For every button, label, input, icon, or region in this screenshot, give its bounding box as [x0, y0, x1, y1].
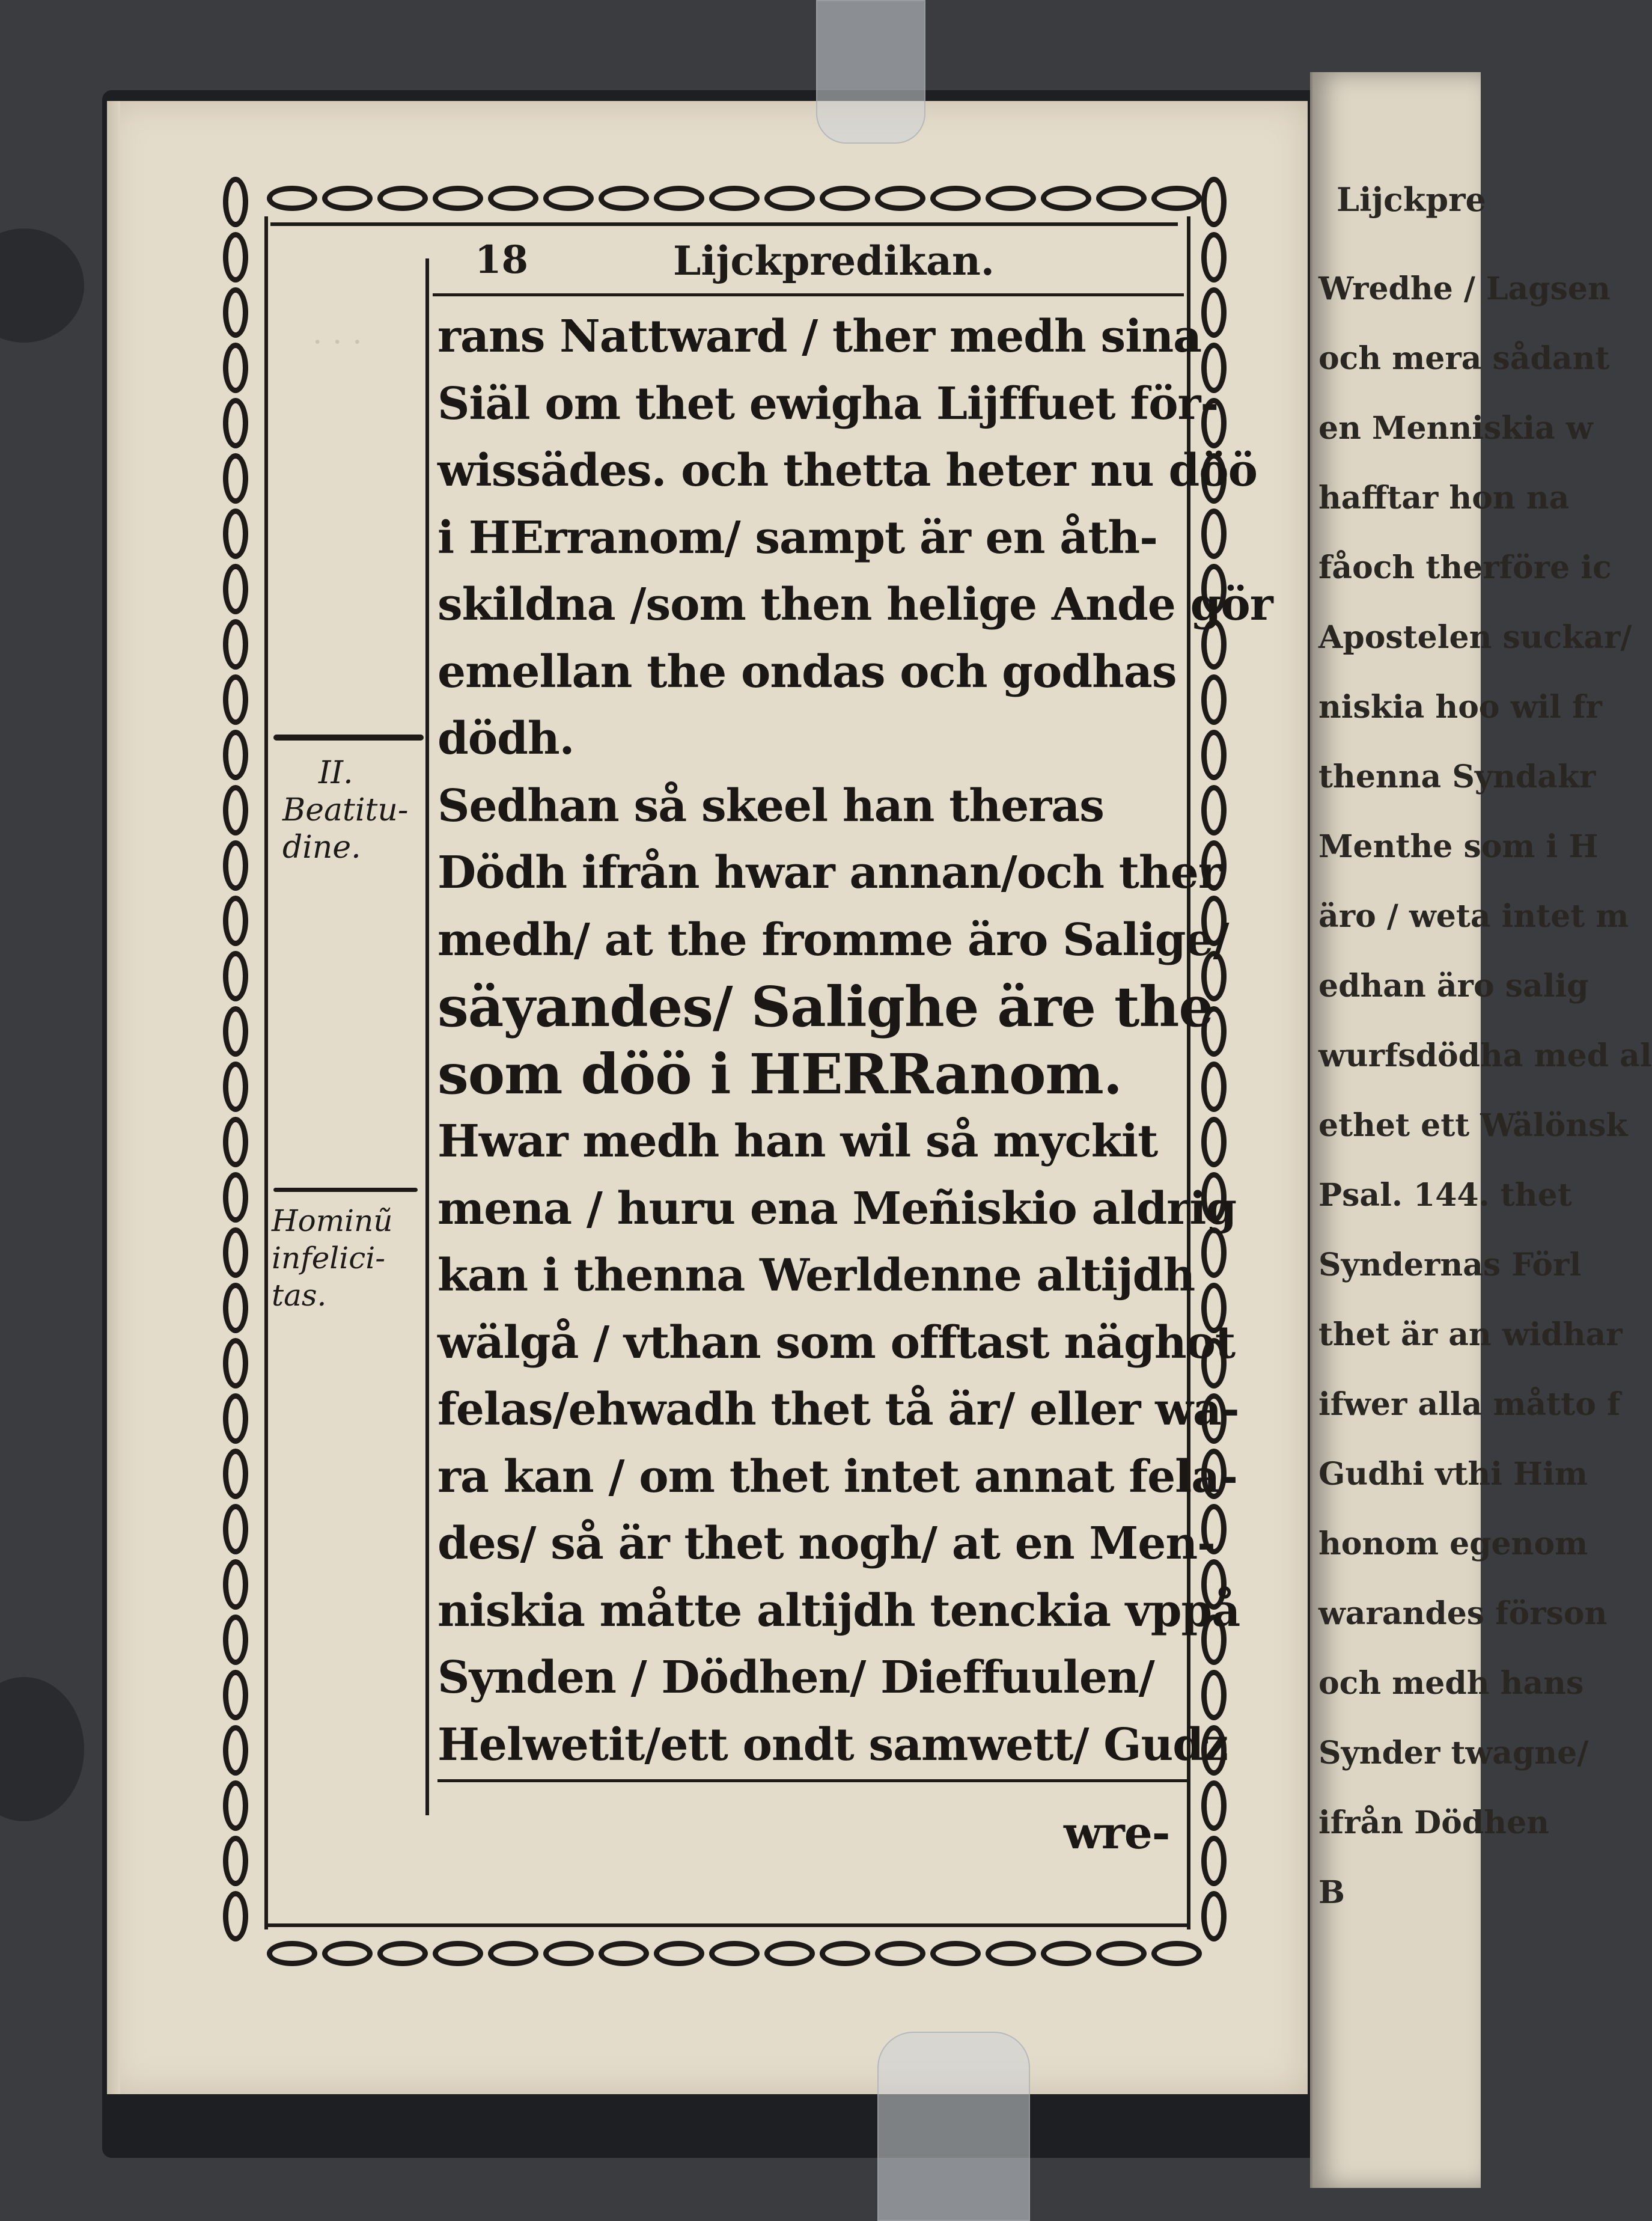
ornament-ring — [764, 186, 815, 211]
ornament-ring — [709, 186, 760, 211]
ornament-ring — [1201, 1062, 1227, 1112]
body-text-line: kan i thenna Werldenne altijdh — [437, 1250, 1195, 1301]
facing-page-line: Psal. 144. thet — [1318, 1177, 1572, 1214]
body-text-line: rans Nattward / ther medh sina — [437, 311, 1202, 362]
ornament-ring — [223, 1338, 248, 1389]
body-text-line: Siäl om thet ewigha Lijffuet för- — [437, 377, 1219, 430]
ornament-ring — [223, 177, 248, 227]
ornament-ring — [223, 1670, 248, 1720]
ornament-ring — [599, 186, 649, 211]
body-text-line: Sedhan så skeel han theras — [437, 780, 1104, 832]
ornament-ring — [223, 453, 248, 504]
ornament-border-left — [212, 174, 260, 1929]
ornament-ring — [267, 186, 317, 211]
facing-page-line: Synder twagne/ — [1318, 1735, 1589, 1771]
rule-below-text — [437, 1779, 1189, 1782]
marginal-note-beatitudine — [282, 754, 408, 866]
ornament-ring — [223, 1504, 248, 1554]
facing-page-line: en Menniskia w — [1318, 410, 1593, 447]
facing-page-line: och medh hans — [1318, 1665, 1584, 1702]
ornament-ring — [223, 1615, 248, 1665]
ornament-ring — [1201, 785, 1227, 836]
rule-under-header — [433, 293, 1184, 296]
marginal-note-line: Hominũ — [272, 1203, 393, 1238]
ornament-ring — [1041, 186, 1091, 211]
ornament-ring — [1096, 186, 1147, 211]
body-text-line: ra kan / om thet intet annat fela- — [437, 1450, 1237, 1503]
body-text-line: mena / huru ena Meñiskio aldrig — [437, 1182, 1237, 1235]
ornament-ring — [709, 1941, 760, 1966]
body-text-line: medh/ at the fromme äro Salige/ — [437, 914, 1229, 966]
ornament-border-top — [264, 174, 1190, 222]
page-header — [475, 237, 1190, 292]
facing-page-line: thenna Syndakr — [1318, 759, 1596, 795]
facing-page-line: Gudhi vthi Him — [1318, 1456, 1588, 1492]
ornament-ring — [223, 1006, 248, 1057]
ornament-ring — [223, 1227, 248, 1278]
page-number: 18 — [475, 237, 529, 283]
body-text-line: i HErranom/ sampt är en åth- — [437, 512, 1157, 564]
ornament-ring — [223, 1780, 248, 1831]
ornament-ring — [223, 232, 248, 283]
marginal-note-line: Beatitu- — [282, 792, 409, 828]
body-text-line: wissädes. och thetta heter nu döö — [437, 445, 1257, 496]
running-title: Lijckpredikan. — [673, 237, 995, 284]
facing-running-title: Lijckpre — [1337, 180, 1486, 219]
ornament-ring — [875, 1941, 925, 1966]
body-text-line: felas/ehwadh thet tå är/ eller wa- — [437, 1384, 1239, 1435]
body-text-line: emellan the ondas och godhas — [437, 646, 1177, 698]
ornament-ring — [1201, 1117, 1227, 1167]
ornament-ring — [377, 1941, 428, 1966]
facing-page-line: och mera sådant — [1318, 340, 1610, 377]
ornament-ring — [223, 840, 248, 891]
ornament-ring — [986, 1941, 1036, 1966]
marginal-note-line: infelici- — [272, 1241, 386, 1275]
ornament-ring — [223, 619, 248, 670]
ornament-ring — [223, 509, 248, 559]
facing-page-line: thet är an widhar — [1318, 1316, 1623, 1353]
ornament-ring — [223, 674, 248, 725]
ornament-ring — [433, 186, 483, 211]
ornament-ring — [433, 1941, 483, 1966]
ornament-ring — [223, 343, 248, 393]
body-text-line: skildna /som then helige Ande gör — [437, 579, 1273, 631]
facing-page-line: Menthe som i H — [1318, 828, 1599, 865]
ornament-ring — [223, 1062, 248, 1112]
ornament-ring — [1096, 1941, 1147, 1966]
rule-left-outer — [264, 216, 268, 1929]
facing-page — [1310, 72, 1652, 2188]
ornament-ring — [223, 896, 248, 946]
ornament-ring — [223, 785, 248, 836]
facing-page-line: äro / weta intet m — [1318, 898, 1629, 935]
ornament-ring — [223, 1836, 248, 1886]
ornament-ring — [986, 186, 1036, 211]
catchword: wre- — [1064, 1807, 1170, 1859]
ornament-ring — [654, 186, 704, 211]
marginal-note-line: dine. — [282, 829, 361, 866]
facing-page-line: honom egenom — [1318, 1526, 1588, 1562]
ornament-ring — [930, 186, 981, 211]
rule-margin-column — [425, 258, 429, 1815]
show-through-text: · · · — [312, 325, 362, 361]
margin-divider-1 — [273, 735, 424, 741]
ornament-ring — [1041, 1941, 1091, 1966]
body-text-line: dödh. — [437, 713, 575, 765]
ornament-ring — [223, 1172, 248, 1223]
facing-page-line: ifrån Dödhen — [1318, 1804, 1549, 1841]
ornament-ring — [223, 951, 248, 1001]
ornament-ring — [488, 186, 538, 211]
ornament-ring — [1201, 1891, 1227, 1941]
ornament-ring — [1201, 1836, 1227, 1886]
facing-page-line: edhan äro salig — [1318, 968, 1589, 1004]
facing-page-line: Syndernas Förl — [1318, 1247, 1582, 1283]
marginal-note-line: tas. — [272, 1278, 327, 1313]
ornament-ring — [223, 287, 248, 338]
book-clip-top — [816, 0, 925, 144]
marginal-note-line: II. — [319, 755, 353, 791]
marginal-note-hominum — [272, 1202, 393, 1314]
ornament-ring — [543, 1941, 594, 1966]
ornament-ring — [223, 1283, 248, 1333]
body-text-line: som döö i HERRanom. — [437, 1042, 1122, 1107]
ornament-ring — [377, 186, 428, 211]
facing-page-line: Apostelen suckar/ — [1318, 619, 1632, 656]
ornament-ring — [820, 1941, 870, 1966]
ornament-border-bottom — [264, 1929, 1190, 1978]
ornament-ring — [1151, 1941, 1202, 1966]
ornament-ring — [820, 186, 870, 211]
ornament-ring — [223, 730, 248, 780]
book-support-left-bottom — [0, 1677, 84, 1821]
body-text-line: Hwar medh han wil så myckit — [437, 1116, 1158, 1167]
body-text-line: Helwetit/ett ondt samwett/ Gudz — [437, 1718, 1228, 1771]
ornament-ring — [1201, 287, 1227, 338]
facing-page-line: warandes förson — [1318, 1595, 1608, 1632]
ornament-ring — [764, 1941, 815, 1966]
body-text-line: Dödh ifrån hwar annan/och ther — [437, 847, 1221, 899]
ornament-ring — [543, 186, 594, 211]
ornament-ring — [322, 1941, 373, 1966]
ornament-ring — [1201, 177, 1227, 227]
ornament-ring — [599, 1941, 649, 1966]
ornament-ring — [223, 1559, 248, 1610]
ornament-ring — [1201, 232, 1227, 283]
book-support-left-top — [0, 228, 84, 343]
facing-page-line: hafftar hon na — [1318, 480, 1570, 516]
rule-top — [270, 222, 1178, 226]
facing-page-line: wurfsdödha med al — [1318, 1037, 1652, 1074]
body-text-line: Synden / Dödhen/ Dieffuulen/ — [437, 1652, 1154, 1703]
ornament-ring — [223, 1393, 248, 1444]
ornament-ring — [223, 564, 248, 614]
ornament-ring — [223, 1449, 248, 1499]
margin-divider-2 — [273, 1188, 418, 1192]
ornament-ring — [875, 186, 925, 211]
ornament-ring — [223, 398, 248, 448]
ornament-ring — [223, 1725, 248, 1776]
facing-page-line: fåoch therföre ic — [1318, 549, 1612, 586]
ornament-ring — [1201, 509, 1227, 559]
facing-page-line: ethet ett Wälönsk — [1318, 1107, 1628, 1144]
facing-page-line: Wredhe / Lagsen — [1318, 270, 1611, 307]
ornament-ring — [1201, 1780, 1227, 1831]
ornament-ring — [488, 1941, 538, 1966]
book-clip-bottom — [877, 2032, 1030, 2221]
body-text-line: säyandes/ Salighe äre the — [437, 974, 1213, 1039]
body-text-line: wälgå / vthan som offtast näghot — [437, 1316, 1236, 1369]
ornament-ring — [223, 1117, 248, 1167]
ornament-ring — [322, 186, 373, 211]
ornament-ring — [930, 1941, 981, 1966]
ornament-ring — [267, 1941, 317, 1966]
ornament-ring — [223, 1891, 248, 1941]
body-text-line: des/ så är thet nogh/ at en Men- — [437, 1518, 1215, 1569]
page-edge — [107, 101, 120, 2094]
ornament-ring — [654, 1941, 704, 1966]
ornament-ring — [1201, 730, 1227, 780]
facing-page-line: ifwer alla måtto f — [1318, 1386, 1621, 1423]
ornament-ring — [1201, 674, 1227, 725]
facing-page-line: B — [1318, 1874, 1345, 1911]
facing-page-line: niskia hoo wil fr — [1318, 689, 1602, 726]
rule-above-bottom-border — [264, 1923, 1190, 1927]
body-text-line: niskia måtte altijdh tenckia vppå — [437, 1584, 1240, 1637]
